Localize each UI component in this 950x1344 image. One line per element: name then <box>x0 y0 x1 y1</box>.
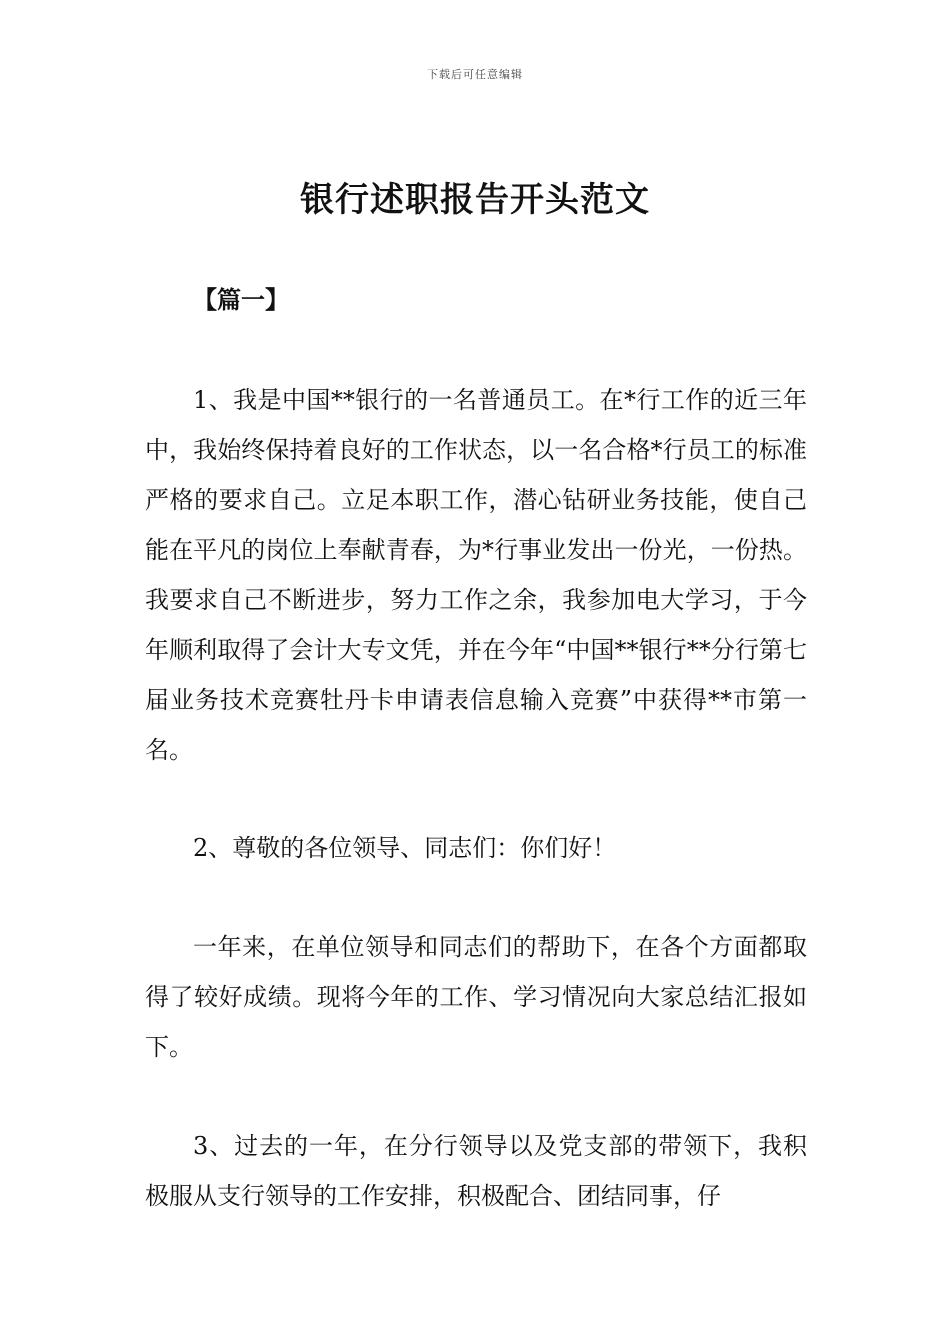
paragraph-block-2 <box>145 823 807 873</box>
section-label: 【篇一】 <box>193 286 289 314</box>
paragraph-4: 3、过去的一年，在分行领导以及党支部的带领下，我积极服从支行领导的工作安排，积极配合、团结同事，仔 <box>145 1132 807 1210</box>
paragraph-block-3 <box>145 922 807 1072</box>
document-title: 银行述职报告开头范文 <box>300 180 650 220</box>
paragraph-2: 2、尊敬的各位领导、同志们：你们好！ <box>193 834 617 862</box>
paragraph-block-1 <box>145 375 807 775</box>
header-note: 下载后可任意编辑 <box>427 68 523 81</box>
paragraph-3: 一年来，在单位领导和同志们的帮助下，在各个方面都取得了较好成绩。现将今年的工作、学习情况向大家总结汇报如下。 <box>145 933 807 1061</box>
paragraph-block-4 <box>145 1121 807 1221</box>
paragraph-1: 1、我是中国**银行的一名普通员工。在*行工作的近三年中，我始终保持着良好的工作状态，以一名合格*行员工的标准严格的要求自己。立足本职工作，潜心钻研业务技能，使自己能在平凡的岗位上奉献青春，为*行事业发出一份光，一份热。我要求自己不断进步，努力工作之余，我参加电大学习，于今年顺利取得了会计大专文凭，并在今年“中国**银行**分行第七届业务技术竞赛牡丹卡申请表信息输入竞赛”中获得**市第一名。 <box>145 386 807 764</box>
